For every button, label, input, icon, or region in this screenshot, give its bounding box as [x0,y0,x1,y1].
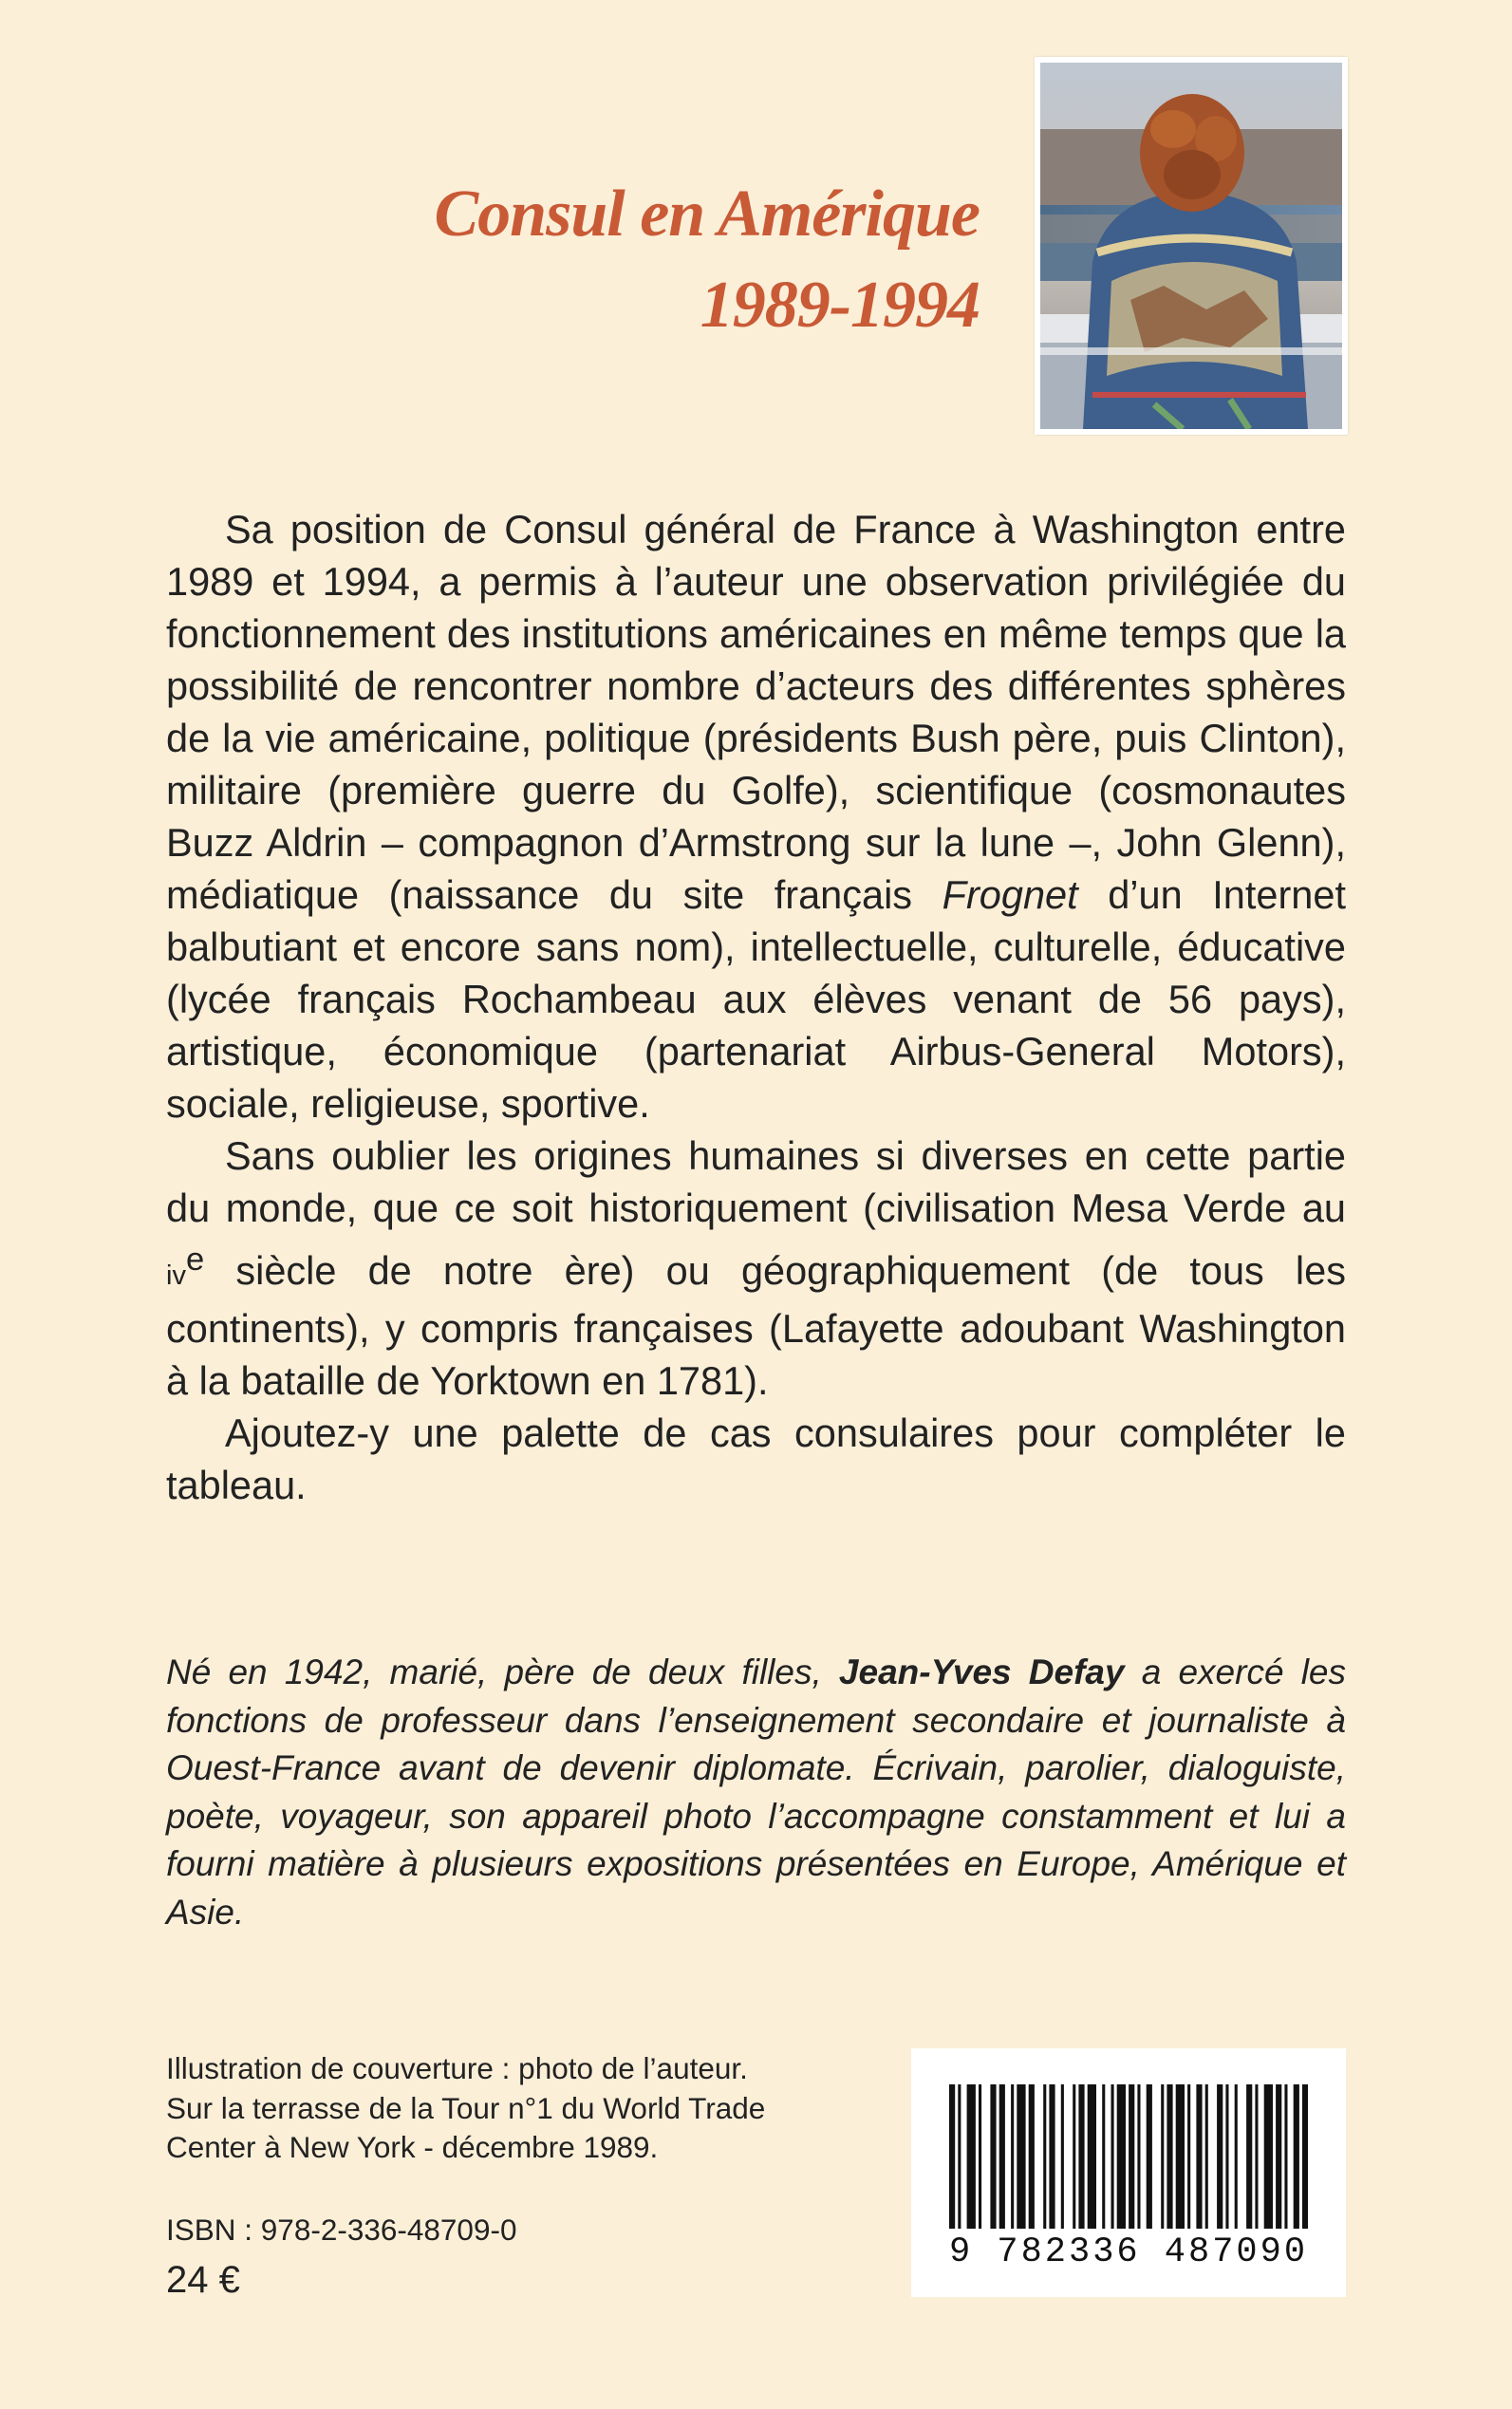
barcode-bar [1255,2084,1258,2229]
barcode-bar [1137,2084,1140,2229]
barcode-digits: 9 782336 487090 [948,2232,1309,2272]
barcode-bar [958,2084,961,2229]
barcode-bar [1246,2084,1252,2229]
author-bio [166,1649,1346,1936]
blurb-p2-text: Sans oublier les origines humaines si diverses en cette partie du monde, que ce soit historiquement (civilisation Mesa Verde au [166,1133,1346,1230]
title-line-1: Consul en Amérique [434,177,980,251]
credit-line-2: Sur la terrasse de la Tour n°1 du World Trade [166,2090,766,2125]
barcode-bar [1217,2084,1223,2229]
blurb-p1-text: Sa position de Consul général de France à Washington entre 1989 et 1994, a permis à l’auteur une observation privilégiée du fonctionnement des institutions américaines en même temps que la possibilité de rencontrer nombre d’acteurs des différentes sphères de la vie américaine, politique (présidents Bush père, puis Clinton), militaire (première guerre du Golfe), scientifique (cosmonautes Buzz Aldrin – compagnon d’Armstrong sur la lune –, John Glenn), médiatique (naissance du site français [166,507,1346,917]
barcode-bar [979,2084,981,2229]
barcode-bar [1235,2084,1238,2229]
barcode [911,2048,1346,2297]
barcode-bar [1111,2084,1114,2229]
barcode-bar [1073,2084,1075,2229]
barcode-bar [1011,2084,1014,2229]
cover-credit [166,2049,887,2168]
blurb-paragraph-2 [166,1130,1346,1407]
barcode-bar [967,2084,976,2229]
blurb-paragraph-1 [166,503,1346,1130]
credit-line-1: Illustration de couverture : photo de l’auteur. [166,2051,748,2085]
barcode-bar [1276,2084,1281,2229]
barcode-bar [1129,2084,1134,2229]
barcode-bar [1176,2084,1185,2229]
isbn-text: ISBN : 978-2-336-48709-0 [166,2213,517,2247]
barcode-bar [1078,2084,1084,2229]
bio-text-end: a exercé les fonctions de professeur dans l’enseignement secondaire et journaliste à Ouest-France avant de devenir diplomate. Écrivain, parolier, dialoguiste, poète, voyageur, son appareil photo l’accompagne constamment et lui a fourni matière à plusieurs expositions présentées en Europe, Amérique et Asie. [166,1653,1346,1932]
barcode-bar [1294,2084,1299,2229]
cover-photo-image [1040,63,1342,429]
barcode-bar [1302,2084,1308,2229]
blurb-paragraph-3: Ajoutez-y une palette de cas consulaires pour compléter le tableau. [166,1410,1346,1507]
barcode-bar [999,2084,1005,2229]
barcode-bar [1205,2084,1208,2229]
barcode-bar [1167,2084,1172,2229]
barcode-bar [1102,2084,1105,2229]
barcode-bar [990,2084,996,2229]
barcode-bar [1196,2084,1202,2229]
price-text: 24 € [166,2259,240,2301]
barcode-bar [1284,2084,1287,2229]
bio-text-start: Né en 1942, marié, père de deux filles, [166,1653,839,1691]
barcode-bars [947,2084,1310,2229]
frognet-title: Frognet [942,872,1078,917]
barcode-bar [1029,2084,1035,2229]
century-superscript: e [185,1242,205,1278]
barcode-bar [1088,2084,1096,2229]
barcode-bar [1017,2084,1025,2229]
barcode-bar [1117,2084,1126,2229]
century-numeral: iv [166,1260,186,1291]
barcode-bar [1225,2084,1228,2229]
barcode-bar [1147,2084,1152,2229]
title-line-2: 1989-1994 [700,269,980,342]
book-title [266,169,980,351]
blurb-p1-end: d’un Internet balbutiant et encore sans nom), intellectuelle, culturelle, éducative (lycée français Rochambeau aux élèves venant de 56 pays), artistique, économique (partenariat Airbus-General Motors), sociale, religieuse, sportive. [166,872,1346,1126]
author-name: Jean-Yves Defay [838,1653,1125,1691]
barcode-bar [1187,2084,1190,2229]
barcode-bar [1264,2084,1273,2229]
blurb-p2-end: siècle de notre ère) ou géographiquement (de tous les continents), y compris françaises (Lafayette adoubant Washington à la bataille de Yorktown en 1781). [166,1247,1346,1403]
barcode-bar [1049,2084,1055,2229]
barcode-bar [1061,2084,1064,2229]
book-blurb [166,503,1346,1511]
barcode-bar [949,2084,955,2229]
barcode-bar [1043,2084,1046,2229]
barcode-bar [1161,2084,1164,2229]
author-photo [1035,57,1348,435]
credit-line-3: Center à New York - décembre 1989. [166,2130,659,2164]
